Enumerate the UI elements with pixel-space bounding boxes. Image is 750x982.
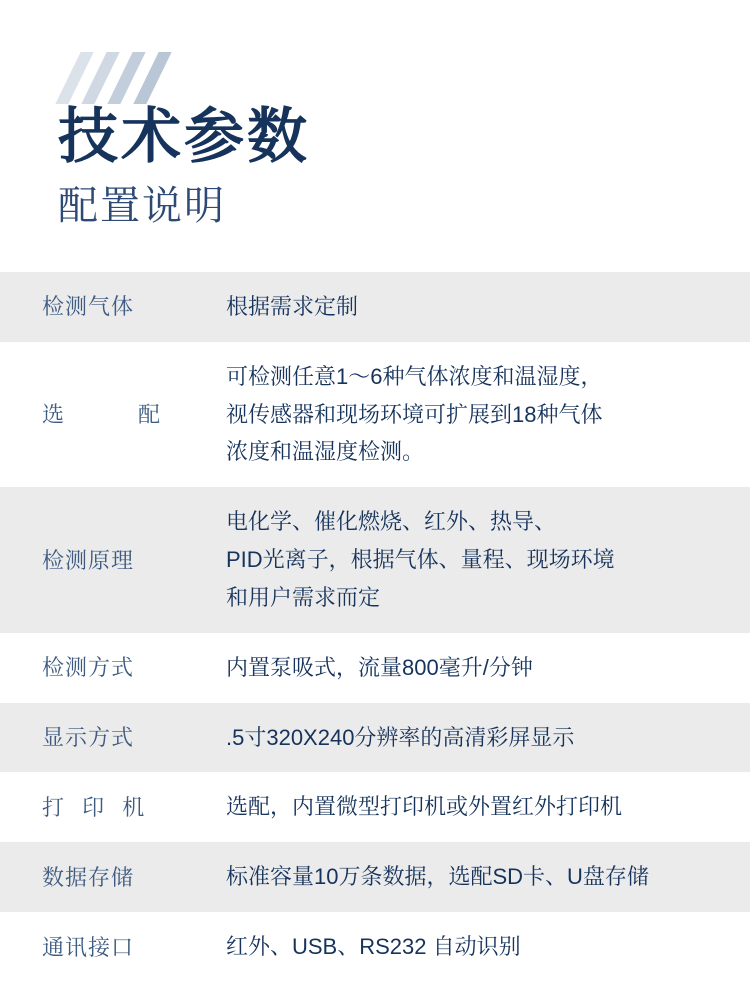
table-row: [0, 703, 750, 773]
spec-value-line: 电化学、催化燃烧、红外、热导、: [226, 509, 557, 535]
spec-value: [222, 342, 750, 487]
spec-value-line: 标准容量10万条数据，选配SD卡、U盘存储: [226, 864, 649, 890]
page-title: 技术参数: [58, 103, 310, 170]
spec-value: [222, 912, 750, 982]
spec-value: [222, 842, 750, 912]
spec-value-line: 红外、USB、RS232 自动识别: [226, 934, 521, 960]
spec-value-line: 视传感器和现场环境可扩展到18种气体: [226, 401, 603, 427]
spec-value: [222, 633, 750, 703]
spec-value-line: .5寸320X240分辨率的高清彩屏显示: [226, 724, 575, 750]
spec-value-line: 根据需求定制: [226, 294, 359, 319]
specification-table: [0, 272, 750, 982]
spec-label: 显示方式: [42, 725, 135, 751]
table-row: [0, 633, 750, 703]
page-subtitle: 配置说明: [58, 184, 226, 228]
spec-label: 检测气体: [42, 294, 135, 320]
spec-value-line: 可检测任意1～6种气体浓度和温湿度，: [226, 363, 603, 389]
spec-label: 检测方式: [42, 655, 135, 681]
spec-value-line: 选配，内置微型打印机或外置红外打印机: [226, 794, 623, 820]
spec-value-line: 浓度和温湿度检测。: [226, 439, 425, 465]
table-row: [0, 772, 750, 842]
page-header: [0, 0, 750, 272]
spec-value: [222, 772, 750, 842]
table-row: [0, 912, 750, 982]
table-row: [0, 272, 750, 342]
spec-value-line: PID光离子，根据气体、量程、现场环境: [226, 547, 615, 573]
spec-label: 通讯接口: [42, 934, 135, 960]
spec-value-line: 内置泵吸式，流量800毫升/分钟: [226, 654, 533, 680]
chevron-decoration-icon: [68, 52, 218, 104]
spec-value: [222, 703, 750, 773]
spec-label: 检测原理: [42, 547, 135, 573]
table-row: [0, 842, 750, 912]
table-row: [0, 342, 750, 487]
spec-label: 选 配: [42, 402, 171, 428]
spec-label: 打 印 机: [42, 794, 151, 820]
table-row: [0, 487, 750, 632]
spec-label: 数据存储: [42, 864, 135, 890]
spec-value: [222, 272, 750, 342]
spec-value: [222, 487, 750, 632]
spec-value-line: 和用户需求而定: [226, 584, 381, 610]
